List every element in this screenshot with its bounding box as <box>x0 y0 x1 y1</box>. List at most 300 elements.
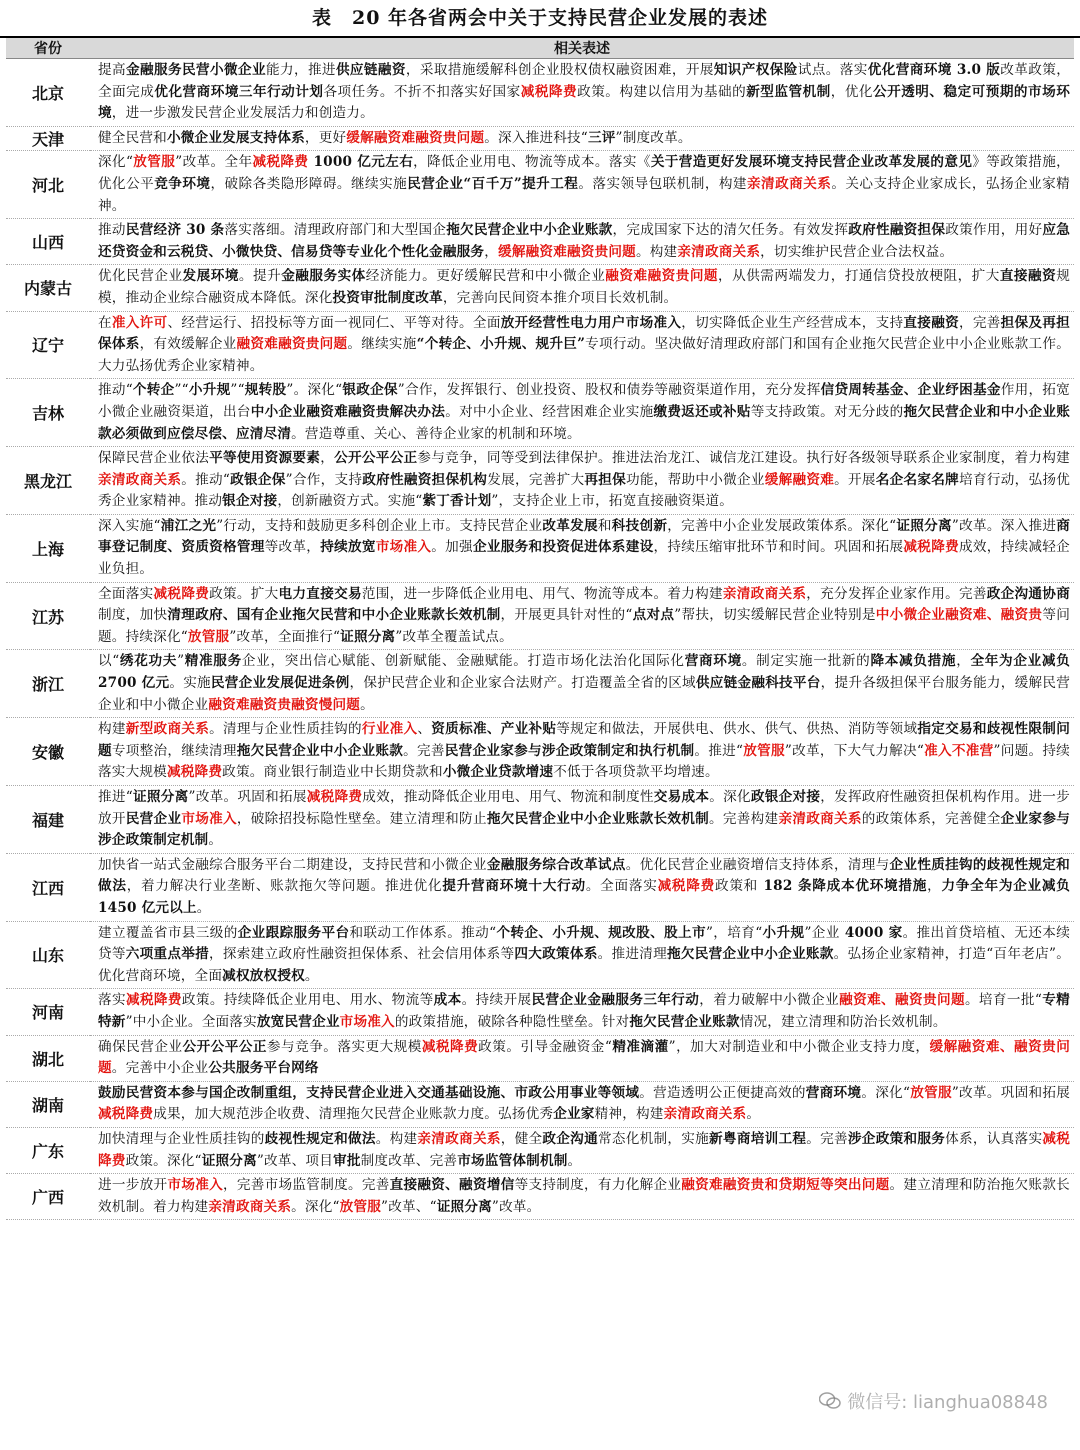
statement-text: 推动“ <box>98 382 133 399</box>
emphasis-bold: 力争全年为企业减负 1450 亿元以上 <box>98 878 1071 916</box>
emphasis-bold: 政企沟通 <box>542 1130 598 1147</box>
statement-cell <box>90 311 1074 379</box>
statement-text: 政策。持续降低企业用电、用水、物流等 <box>181 992 434 1009</box>
statement-text: 进一步放开 <box>98 1177 168 1194</box>
emphasis-bold: 民营企业“百千万”提升工程 <box>407 175 579 192</box>
statement-text: ，健全 <box>500 1130 543 1147</box>
statement-text: 优化民营企业 <box>98 268 183 285</box>
statement-text: ，进一步激发民营企业发展活力和创造力。 <box>111 105 374 122</box>
emphasis-bold: 商事登记制度、资质资格管理 <box>98 517 1070 556</box>
emphasis-bold: 供应链融资 <box>335 62 406 78</box>
statement-text: 。推进“ <box>694 742 744 759</box>
table-row <box>6 219 1074 265</box>
emphasis-bold: 营商环境 <box>805 1084 862 1101</box>
highlight-red: 减税降费 <box>98 1106 154 1123</box>
statement-text: 。 <box>196 899 211 916</box>
emphasis-bold: 企业性质挂钩的歧视性规定和做法 <box>98 856 1070 895</box>
emphasis-bold: 缴费返还或补贴 <box>653 403 751 420</box>
statement-text: 。 <box>360 696 374 713</box>
statement-text: 企业，突出信心赋能、创新赋能、金融赋能。打造市场化法治化国际化 <box>241 653 685 670</box>
emphasis-bold: 新型监管机制 <box>746 83 831 100</box>
highlight-red: 亲清政商关系 <box>747 175 832 192</box>
emphasis-bold: 政企沟通协商 <box>986 585 1070 602</box>
emphasis-bold: 证照分离 <box>896 517 952 534</box>
table-row <box>6 1035 1074 1081</box>
emphasis-bold: 涉企政策和服务 <box>847 1130 946 1147</box>
statement-text: 。深入推进科技“ <box>484 129 588 146</box>
statement-text: 等支持制度，有力化解企业 <box>514 1177 682 1194</box>
emphasis-bold: 清理政府、国有企业拖欠民营和中小企业账款长效机制 <box>167 607 501 624</box>
emphasis-bold: 证照分离 <box>436 1198 492 1215</box>
emphasis-bold: 银企对接 <box>222 493 278 510</box>
table-row <box>6 514 1074 582</box>
statement-text: 。深化“ <box>291 1198 340 1215</box>
statement-text: 构建 <box>98 721 126 738</box>
emphasis-bold: 名企名家名牌 <box>875 471 960 488</box>
emphasis-bold: 降本减负措施 <box>870 653 957 670</box>
statement-text: 。 <box>746 1106 761 1123</box>
province-cell: 吉林 <box>6 379 90 447</box>
emphasis-bold: 拖欠民营企业账款 <box>629 1013 740 1030</box>
highlight-red: 市场准入 <box>181 810 237 827</box>
statement-text: 深入实施“ <box>98 517 161 534</box>
highlight-red: 亲清政商关系 <box>417 1130 501 1147</box>
statement-text: 政策。引导金融资金“ <box>478 1038 613 1055</box>
statement-text: 专项整治，继续清理 <box>111 742 237 759</box>
table-row <box>6 447 1074 515</box>
statement-cell <box>90 1081 1074 1127</box>
statement-text: 建立覆盖省市县三级的 <box>98 924 238 941</box>
statement-text: ，完善市场监管制度。完善 <box>222 1177 390 1194</box>
highlight-red: 缓解融资难 <box>764 471 835 488</box>
statement-cell <box>90 921 1074 989</box>
statement-text: 确保民营企业 <box>98 1038 183 1055</box>
emphasis-bold: 优化营商环境 3.0 版 <box>867 62 1001 78</box>
emphasis-bold: 四大政策体系 <box>514 946 598 963</box>
statement-text: 。深化 <box>709 789 751 805</box>
statement-text: 等问题。持续深化“ <box>98 607 1071 645</box>
statement-cell <box>90 989 1074 1035</box>
highlight-red: 放管服 <box>743 742 785 759</box>
province-cell: 河南 <box>6 989 90 1035</box>
table-row <box>6 311 1074 379</box>
table-row <box>6 989 1074 1035</box>
statement-text: ，破除各类隐形障碍。继续实施 <box>210 175 408 192</box>
emphasis-bold: 全年为企业减负 2700 亿元 <box>98 653 1070 692</box>
emphasis-bold: 小升规 <box>762 924 805 941</box>
highlight-red: 融资难融资贵融资慢问题 <box>208 696 361 713</box>
statement-text: 情况，建立清理和防治长效机制。 <box>739 1013 947 1030</box>
highlight-red: 减税降费 <box>657 878 715 895</box>
emphasis-bold: 减权放权授权 <box>222 967 305 984</box>
watermark <box>819 1388 1048 1414</box>
emphasis-bold: 精准滴灌 <box>612 1038 669 1055</box>
emphasis-bold: 成本 <box>433 992 462 1009</box>
statement-cell <box>90 650 1074 718</box>
statement-text: 。建立清理和防治拖欠账款长效机制。着力构建 <box>98 1177 1070 1215</box>
emphasis-bold: 再担保 <box>584 471 626 488</box>
statement-text: 推动 <box>98 222 126 239</box>
table-row <box>6 921 1074 989</box>
highlight-red: 亲清政商关系 <box>663 1106 747 1123</box>
statement-text: 政策。扩大 <box>209 585 279 602</box>
province-cell: 广东 <box>6 1127 90 1173</box>
emphasis-bold: 营商环境 <box>684 653 742 670</box>
statement-text: ”改革。巩固和拓展 <box>188 789 307 805</box>
statement-text: 。对中小企业、经营困难企业实施 <box>445 403 654 420</box>
emphasis-bold: 精准服务 <box>184 653 242 670</box>
table-row <box>6 379 1074 447</box>
statement-text: 在 <box>98 314 112 331</box>
statement-text: 。关心支持企业家成长，弘扬企业家精神。 <box>98 175 1070 214</box>
statement-text: 。构建 <box>375 1130 418 1147</box>
statement-text: ”，培育“ <box>705 924 763 941</box>
emphasis-bold: 证照分离 <box>201 1152 257 1169</box>
emphasis-bold: 交易成本 <box>653 789 710 805</box>
highlight-red: 亲清政商关系 <box>208 1198 292 1215</box>
statement-text: ，切实降低企业生产经营成本，支持 <box>681 314 904 331</box>
table-row <box>6 718 1074 786</box>
statement-text: ，采取措施缓解科创企业股权债权融资困难，开展 <box>405 62 714 78</box>
statement-text: ”，支持企业上市，拓宽直接融资渠道。 <box>491 493 734 510</box>
statement-text: 健全民营和 <box>98 129 167 146</box>
province-cell: 江苏 <box>6 582 90 650</box>
statement-text: 。深化“ <box>861 1084 911 1101</box>
emphasis-bold: 民营经济 30 条 <box>125 222 225 239</box>
highlight-red: 市场准入 <box>375 539 432 556</box>
statement-text: ”改革。巩固和拓展 <box>951 1084 1071 1101</box>
statement-text: 培育行动，弘扬优秀企业家精神。推动 <box>98 471 1070 510</box>
statement-text: 政策。商业银行制造业中长期贷款和 <box>222 764 443 781</box>
statement-text: 发展，完善扩大 <box>487 471 585 488</box>
emphasis-bold: 1000 亿元左右 <box>308 154 414 171</box>
header-statement: 相关表述 <box>90 38 1074 59</box>
province-cell: 内蒙古 <box>6 265 90 311</box>
statement-text: 。推出首贷培植、无还本续贷等 <box>98 924 1071 963</box>
emphasis-bold: 点对点 <box>632 607 675 624</box>
statement-text: 的政策体系，完善健全 <box>861 810 1001 827</box>
emphasis-bold: 专精特新 <box>98 992 1070 1030</box>
statement-text: ”。深化“ <box>286 382 343 399</box>
statement-text: 、经营运行、招投标等方面一视同仁、平等对待。全面 <box>167 314 501 331</box>
province-cell: 山西 <box>6 219 90 265</box>
emphasis-bold: 企业服务和投资促进体系建设 <box>472 539 654 556</box>
statement-text: 改革政策，全面完成 <box>98 62 1071 100</box>
statement-text: 。推进清理 <box>597 946 668 963</box>
statement-text: 和联动工作体系。推动“ <box>349 924 497 941</box>
highlight-red: 市场准入 <box>167 1177 223 1194</box>
statement-text: ，优化 <box>830 83 874 100</box>
table-header-row <box>6 38 1074 59</box>
statement-text: 。优化民营企业融资增信支持体系，清理与 <box>625 856 890 873</box>
statement-text: 推进“ <box>98 789 133 805</box>
highlight-red: 缓解融资难、融资贵问题 <box>98 1038 1071 1077</box>
statement-text: 。推动“ <box>181 471 231 488</box>
emphasis-bold: 六项重点举措 <box>125 946 210 963</box>
statement-text: 常态化机制，实施 <box>597 1130 710 1147</box>
emphasis-bold: 新粤商培训工程 <box>709 1130 807 1147</box>
statement-cell <box>90 265 1074 311</box>
statement-text: 。完善构建 <box>709 810 779 827</box>
statement-text: ”改革。全年 <box>175 154 253 171</box>
statement-text: ”合作，发挥银行、创业投资、股权和债券等融资渠道作用，充分发挥 <box>397 382 821 399</box>
emphasis-bold: 公共服务平台网络 <box>208 1060 319 1077</box>
statement-text: 。加强 <box>431 539 473 556</box>
statement-text: ，完善中小企业发展政策体系。深化“ <box>667 517 897 534</box>
highlight-red: 行业准入 <box>361 721 418 738</box>
emphasis-bold: 企业家 <box>553 1106 595 1123</box>
statement-text: 。清理与企业性质挂钩的 <box>209 721 362 738</box>
province-cell: 福建 <box>6 786 90 854</box>
statement-text: 规模，推动企业综合融资成本降低。深化 <box>98 268 1071 306</box>
emphasis-bold: 企业跟踪服务平台 <box>237 924 350 941</box>
statement-text: ”行动，支持和鼓励更多科创企业上市。支持民营企业 <box>216 517 543 534</box>
statement-text: 制度，加快 <box>98 607 168 624</box>
emphasis-bold: 拖欠民营企业中小企业账款长效机制 <box>486 810 710 827</box>
emphasis-bold: 个转企、小升规、规改股、股上市 <box>496 924 706 941</box>
statement-text: 。持续开展 <box>461 992 532 1009</box>
statement-text: ” <box>177 653 185 670</box>
statement-text: 。弘扬企业家精神，打造“百年老店”。优化营商环境，全面 <box>98 946 1071 984</box>
emphasis-bold: 知识产权保险 <box>713 62 798 78</box>
statement-text: 。继续实施 <box>347 336 417 353</box>
emphasis-bold: 民营企业金融服务三年行动 <box>531 992 700 1009</box>
statement-cell <box>90 447 1074 515</box>
statement-text: ，从供需两端发力，打通信贷投放梗阻，扩大 <box>718 268 1000 285</box>
highlight-red: 融资难融资贵问题 <box>236 336 348 353</box>
statement-text: 试点。落实 <box>797 62 868 78</box>
emphasis-bold: 信贷周转基金、企业纾困基金 <box>820 382 1001 399</box>
statement-text: 成果，加大规范涉企收费、清理拖欠民营企业账款力度。弘扬优秀 <box>153 1106 554 1123</box>
policy-table <box>6 38 1074 1220</box>
statement-text: 能力，推进 <box>265 62 336 78</box>
statement-cell <box>90 1035 1074 1081</box>
statement-text: 。全面落实 <box>585 878 658 895</box>
statement-text: ， <box>484 243 499 260</box>
highlight-red: 亲清政商关系 <box>98 471 182 488</box>
statement-text: ， <box>927 878 942 895</box>
statement-text: ，更好 <box>304 129 347 146</box>
statement-text: 。完善 <box>403 742 445 759</box>
emphasis-bold: 电力直接交易 <box>278 585 362 602</box>
table-row <box>6 265 1074 311</box>
statement-cell <box>90 853 1074 921</box>
statement-text: ，创新融资方式。实施“ <box>277 493 423 510</box>
highlight-red: 减税降费 <box>306 789 363 805</box>
emphasis-bold: 资质标准、产业补贴 <box>431 721 557 738</box>
emphasis-bold: 歧视性规定和做法 <box>264 1130 376 1147</box>
highlight-red: 放管服 <box>187 628 230 645</box>
statement-text: 。实施 <box>169 675 211 692</box>
statement-text: 提高 <box>98 62 126 78</box>
emphasis-bold: 公开透明、稳定可预期的市场环境 <box>98 83 1070 122</box>
highlight-red: 融资难、融资贵问题 <box>839 992 965 1009</box>
emphasis-bold: 指定交易和歧视性限制问题 <box>98 721 1070 759</box>
emphasis-bold: 直接融资 <box>999 268 1057 285</box>
statement-text: 加快清理与企业性质挂钩的 <box>98 1130 265 1147</box>
province-cell: 浙江 <box>6 650 90 718</box>
statement-text: 。 <box>208 832 223 849</box>
emphasis-bold: 个转企 <box>132 382 175 399</box>
statement-text: ”改革、项目 <box>256 1152 334 1169</box>
emphasis-bold: 放宽民营企业 <box>256 1013 340 1030</box>
emphasis-bold: 金融服务实体 <box>281 268 366 285</box>
province-cell: 黑龙江 <box>6 447 90 515</box>
statement-text: 等支持政策。对无分歧的 <box>750 403 904 420</box>
statement-text: 。完善 <box>806 1130 848 1147</box>
province-cell: 山东 <box>6 921 90 989</box>
statement-text: 成效，推动降低企业用电、用气、物流和制度性 <box>362 789 654 805</box>
emphasis-bold: 发展环境 <box>182 268 239 285</box>
statement-text: 加快省一站式金融综合服务平台二期建设，支持民营和小微企业 <box>98 856 487 873</box>
statement-text: 。 <box>567 1152 582 1169</box>
highlight-red: 准入许可 <box>111 314 168 331</box>
statement-text: 等规定和做法，开展供电、供水、供气、供热、消防等领域 <box>556 721 918 738</box>
emphasis-bold: 审批 <box>333 1152 361 1169</box>
statement-text: ，降低企业用电、物流等成本。落实《 <box>413 154 651 171</box>
statement-text: ，保护民营企业和企业家合法财产。打造覆盖全省的区域 <box>349 675 696 692</box>
statement-text: 落实 <box>98 992 126 1009</box>
emphasis-bold: 政府性融资担保机构 <box>362 471 488 488</box>
statement-cell <box>90 151 1074 219</box>
statement-cell <box>90 219 1074 265</box>
statement-text: ”中小企业。全面落实 <box>125 1013 257 1030</box>
emphasis-bold: 小升规 <box>188 382 231 399</box>
emphasis-bold: 4000 家 <box>839 924 903 941</box>
highlight-red: 亲清政商关系 <box>722 585 807 602</box>
statement-text: 。培育一批“ <box>964 992 1043 1009</box>
statement-text: 政策作用，用好 <box>945 222 1043 239</box>
statement-text: 。营造透明公正便捷高效的 <box>639 1084 806 1101</box>
statement-text: 政策。深化“ <box>125 1152 202 1169</box>
statement-text: ”改革，下大气力解决“ <box>784 742 925 759</box>
statement-text: ，着力解决行业垄断、账款拖欠等问题。推进优化 <box>126 878 443 895</box>
emphasis-bold: 供应链金融科技平台 <box>695 675 821 692</box>
emphasis-bold: 民营企业家参与涉企政策制定和执行机制 <box>444 742 695 759</box>
province-cell: 广西 <box>6 1174 90 1220</box>
emphasis-bold: 拖欠民营企业中小企业账款 <box>667 946 834 963</box>
emphasis-bold: 公开公平公正 <box>182 1038 267 1055</box>
highlight-red: 减税降费 <box>903 539 959 556</box>
emphasis-bold: 拖欠民营企业中小企业账款 <box>236 742 404 759</box>
statement-text: 和 <box>597 517 612 534</box>
watermark-text: 微信号: lianghua08848 <box>847 1392 1048 1413</box>
emphasis-bold: 鼓励民营资本参与国企改制重组，支持民营企业进入交通基础设施、市政公用事业等领域 <box>98 1084 640 1101</box>
statement-text: ”“ <box>230 382 245 399</box>
statement-text: 政策和 <box>714 878 759 895</box>
emphasis-bold: 金融服务综合改革试点 <box>486 856 626 873</box>
statement-text: ，着力破解中小微企业 <box>699 992 840 1009</box>
highlight-red: 减税降费 <box>98 1130 1071 1169</box>
statement-text: 体系，认真落实 <box>945 1130 1043 1147</box>
statement-text: ”制度改革。 <box>615 129 692 146</box>
statement-cell <box>90 582 1074 650</box>
emphasis-bold: 证照分离 <box>340 628 396 645</box>
statement-text: 专项行动。坚决做好清理政府部门和国有企业拖欠民营企业中小企业账款工作。大力弘扬优秀企业家精神。 <box>98 336 1070 374</box>
province-cell: 安徽 <box>6 718 90 786</box>
province-cell: 河北 <box>6 151 90 219</box>
statement-text: 等改革， <box>264 539 321 556</box>
table-row <box>6 151 1074 219</box>
emphasis-bold: 民营企业 <box>125 810 182 827</box>
table-row <box>6 1127 1074 1173</box>
emphasis-bold: 小微企业贷款增速 <box>442 764 554 781</box>
statement-text: 。 <box>304 967 319 984</box>
statement-text: 全面落实 <box>98 585 154 602</box>
table-row <box>6 1081 1074 1127</box>
highlight-red: 减税降费 <box>252 154 309 171</box>
header-province: 省份 <box>6 38 90 59</box>
statement-text: 不低于各项贷款平均增速。 <box>553 764 719 781</box>
statement-text: ，完善向民间资本推介项目长效机制。 <box>442 289 678 306</box>
highlight-red: 中小微企业融资难、融资贵 <box>875 607 1043 624</box>
emphasis-bold: 政府性融资担保 <box>848 222 946 239</box>
province-cell: 江西 <box>6 853 90 921</box>
emphasis-bold: 182 条降成本优环境措施 <box>758 878 928 895</box>
statement-text: ，有效缓解企业 <box>139 336 237 353</box>
highlight-red: 放管服 <box>339 1198 382 1215</box>
statement-text: ”改革，全面推行“ <box>229 628 341 645</box>
highlight-red: 减税降费 <box>520 83 578 100</box>
emphasis-bold: 紫丁香计划 <box>422 493 492 510</box>
statement-text: 。落实领导包联机制，构建 <box>578 175 747 192</box>
statement-text: 。构建 <box>635 243 678 260</box>
table-body <box>6 59 1074 1220</box>
emphasis-bold: 民营企业发展促进条例 <box>210 675 350 692</box>
emphasis-bold: 银政企保 <box>342 382 398 399</box>
statement-text: ”改革。深入推进 <box>951 517 1057 534</box>
statement-text: 参与竞争。落实更大规模 <box>266 1038 422 1055</box>
statement-cell <box>90 126 1074 151</box>
province-cell: 北京 <box>6 59 90 127</box>
statement-text: ， <box>320 450 335 467</box>
statement-text: ”问题。持续落实大规模 <box>98 742 1070 781</box>
statement-text: ，开展更具针对性的“ <box>500 607 633 624</box>
statement-text: ，完善 <box>958 314 1001 331</box>
highlight-red: 准入不准营 <box>924 742 994 759</box>
statement-text: ，完成国家下达的清欠任务。有效发挥 <box>612 222 849 239</box>
highlight-red: 市场准入 <box>339 1013 395 1030</box>
statement-text: 。开展 <box>834 471 876 488</box>
statement-text: 。营造尊重、关心、善待企业家的机制和环境。 <box>291 425 581 442</box>
emphasis-bold: 政银企保 <box>230 471 286 488</box>
statement-text: 以“ <box>98 653 120 670</box>
highlight-red: 放管服 <box>910 1084 952 1101</box>
highlight-red: 减税降费 <box>153 585 210 602</box>
emphasis-bold: 金融服务民营小微企业 <box>126 62 266 78</box>
statement-text: 。提升 <box>238 268 282 285</box>
statement-text: 各项任务。不折不扣落实好国家 <box>323 83 521 100</box>
emphasis-bold: 放开经营性电力用户市场准入 <box>500 314 682 331</box>
statement-text: ，持续压缩审批环节和时间。巩固和拓展 <box>653 539 904 556</box>
table-title: 表 20 年各省两会中关于支持民营企业发展的表述 <box>0 0 1080 38</box>
table-row <box>6 582 1074 650</box>
emphasis-bold: 直接融资、融资增信 <box>389 1177 515 1194</box>
statement-text: ，切实维护民营企业合法权益。 <box>760 243 954 260</box>
statement-text: 精神，构建 <box>594 1106 664 1123</box>
statement-text: ， <box>956 653 971 670</box>
statement-text: ，充分发挥企业家作用。完善 <box>806 585 987 602</box>
statement-cell <box>90 1174 1074 1220</box>
statement-text: 经济能力。更好缓解民营和中小微企业 <box>365 268 606 285</box>
statement-text: ”“ <box>174 382 189 399</box>
table-row <box>6 786 1074 854</box>
emphasis-bold: 公开公平公正 <box>334 450 418 467</box>
statement-text: 范围，进一步降低企业用电、用气、物流等成本。着力构建 <box>361 585 723 602</box>
emphasis-bold: 拖欠民营企业中小企业账款 <box>446 222 613 239</box>
emphasis-bold: 应急还贷资金和云税贷、小微快贷、信易贷等专业化个性化金融服务 <box>98 222 1070 260</box>
statement-text: ，破除招投标隐性壁垒。建立清理和防止 <box>236 810 487 827</box>
